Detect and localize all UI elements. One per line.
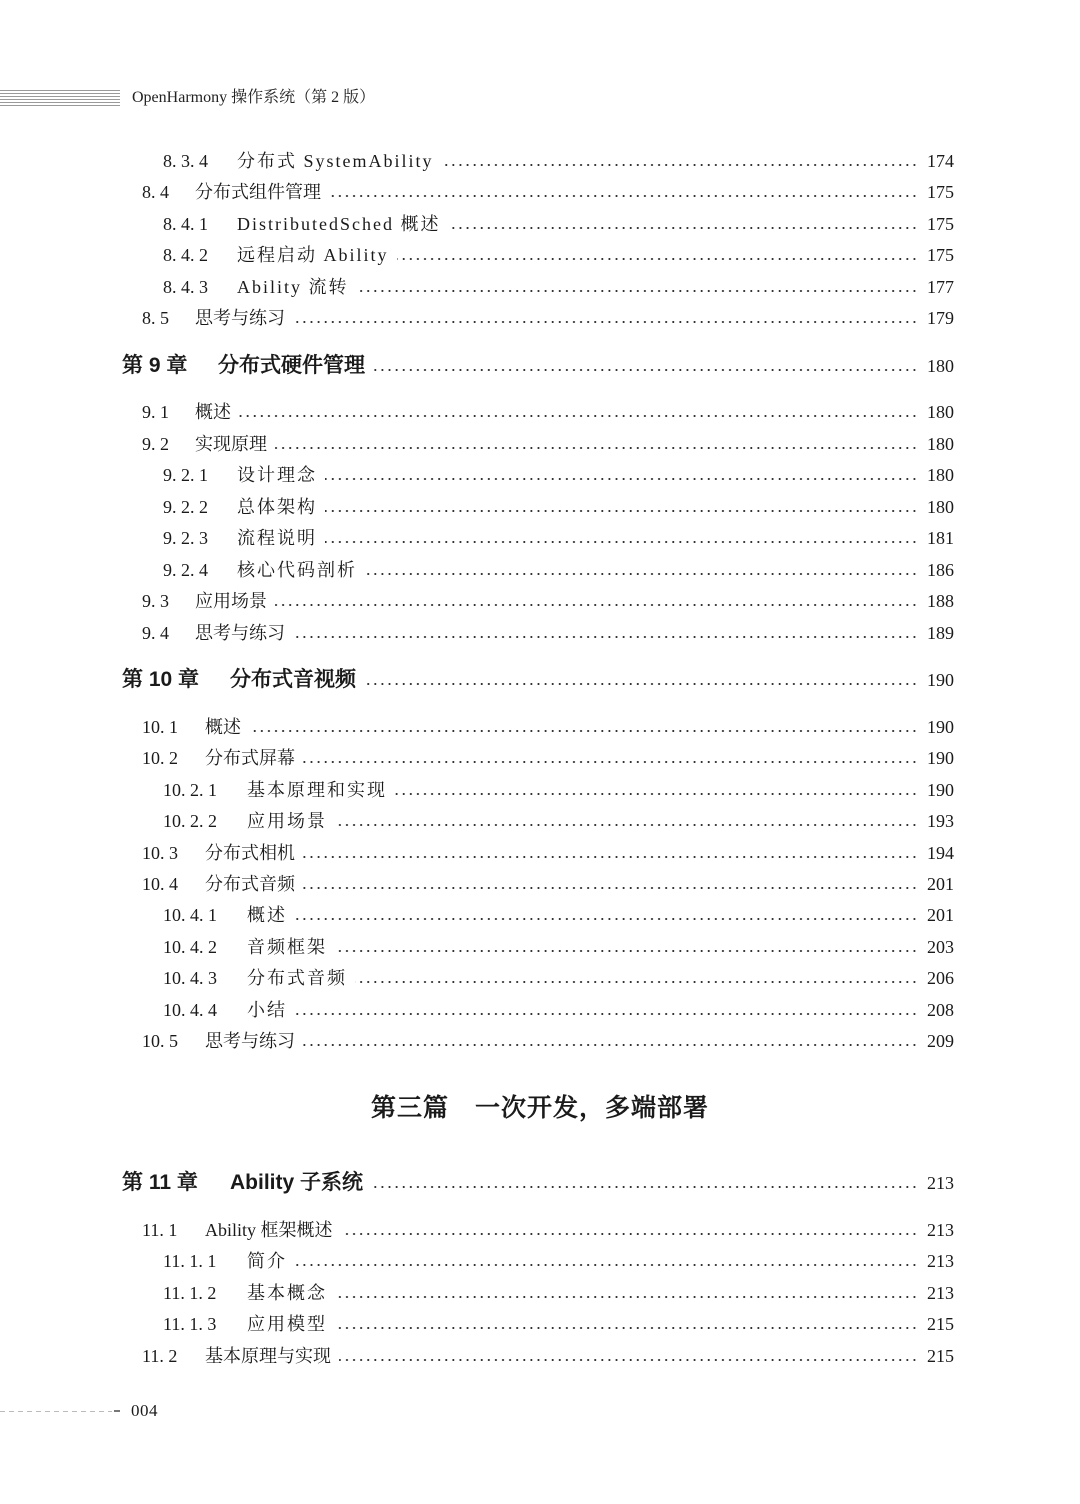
toc-entry-number: 10. 1 (142, 717, 178, 737)
page-footer (0, 1398, 300, 1426)
dot-leader (303, 743, 918, 773)
toc-entry[interactable] (0, 240, 1080, 270)
dot-leader (295, 1246, 918, 1276)
toc-entry-title: 分布式音频 (205, 869, 301, 899)
toc-entry[interactable] (0, 932, 1080, 962)
toc-entry-page: 203 (927, 937, 954, 957)
dot-leader (239, 397, 918, 427)
toc-entry-number: 第 10 章 (122, 668, 200, 691)
toc-entry-title: 总体架构 (237, 492, 323, 522)
toc-entry-title: 思考与练习 (195, 303, 291, 333)
toc-entry-number: 10. 2. 2 (163, 811, 217, 831)
dot-leader (448, 209, 918, 239)
toc-entry-title: 思考与练习 (205, 1026, 301, 1056)
toc-entry[interactable] (0, 900, 1080, 930)
dot-leader (303, 869, 918, 899)
dot-leader (373, 349, 918, 383)
toc-entry-number: 第 11 章 (122, 1171, 198, 1194)
toc-entry[interactable] (0, 712, 1080, 742)
toc-entry-page: 194 (927, 843, 954, 863)
toc-entry[interactable] (0, 1309, 1080, 1339)
dot-leader (275, 429, 918, 459)
toc-entry-number: 8. 4 (142, 182, 169, 202)
toc-entry-title: 远程启动 Ability (237, 240, 395, 270)
toc-entry-number: 8. 4. 3 (163, 277, 208, 297)
toc-entry[interactable] (0, 806, 1080, 836)
toc-entry-number: 10. 4. 2 (163, 937, 217, 957)
toc-entry[interactable] (0, 397, 1080, 427)
toc-chapter-entry[interactable] (0, 349, 1080, 383)
toc-entry-page: 190 (927, 748, 954, 768)
dot-leader (355, 963, 918, 993)
toc-entry-page: 186 (927, 560, 954, 580)
toc-entry-number: 11. 1 (142, 1220, 178, 1240)
toc-entry-page: 213 (927, 1220, 954, 1240)
toc-entry-page: 174 (927, 151, 954, 171)
dot-leader (335, 1309, 918, 1339)
toc-entry-number: 9. 2. 4 (163, 560, 208, 580)
toc-entry-number: 10. 4. 1 (163, 905, 217, 925)
toc-entry[interactable] (0, 146, 1080, 176)
toc-entry-number: 9. 4 (142, 623, 169, 643)
dot-leader (335, 1278, 918, 1308)
dot-leader (325, 492, 918, 522)
toc-entry-title: Ability 框架概述 (205, 1215, 339, 1245)
dot-leader (364, 663, 918, 697)
toc-entry[interactable] (0, 618, 1080, 648)
dot-leader (341, 1215, 918, 1245)
toc-entry-title: 分布式硬件管理 (218, 349, 371, 383)
toc-entry-page: 177 (927, 277, 954, 297)
dot-leader (275, 586, 918, 616)
toc-entry-title: 基本原理和实现 (247, 775, 393, 805)
dot-leader (371, 1166, 918, 1200)
toc-entry-page: 209 (927, 1031, 954, 1051)
toc-entry-number: 10. 2. 1 (163, 780, 217, 800)
toc-entry[interactable] (0, 1246, 1080, 1276)
toc-entry-page: 206 (927, 968, 954, 988)
toc-entry-number: 10. 2 (142, 748, 178, 768)
toc-entry-page: 213 (927, 1251, 954, 1271)
toc-entry-title: 概述 (195, 397, 237, 427)
toc-entry-page: 180 (927, 402, 954, 422)
dot-leader (249, 712, 918, 742)
toc-entry-page: 213 (927, 1283, 954, 1303)
toc-entry-page: 181 (927, 528, 954, 548)
toc-entry-title: 思考与练习 (195, 618, 291, 648)
toc-entry-title: 小结 (247, 995, 293, 1025)
toc-entry-page: 180 (927, 465, 954, 485)
dot-leader (293, 618, 918, 648)
toc-entry-page: 190 (927, 780, 954, 800)
toc-entry-title: 分布式音频 (247, 963, 353, 993)
toc-entry-number: 10. 4. 4 (163, 1000, 217, 1020)
toc-entry-number: 11. 2 (142, 1346, 178, 1366)
toc-entry-page: 175 (927, 182, 954, 202)
running-header (0, 84, 600, 114)
toc-entry-number: 10. 4 (142, 874, 178, 894)
toc-entry-number: 8. 4. 2 (163, 245, 208, 265)
dot-leader (339, 1341, 918, 1371)
toc-entry-page: 208 (927, 1000, 954, 1020)
toc-entry-number: 9. 2. 2 (163, 497, 208, 517)
toc-entry-number: 9. 3 (142, 591, 169, 611)
toc-entry-page: 201 (927, 874, 954, 894)
toc-entry[interactable] (0, 429, 1080, 459)
toc-entry-title: 实现原理 (195, 429, 273, 459)
toc-entry-page: 215 (927, 1314, 954, 1334)
toc-entry-number: 9. 1 (142, 402, 169, 422)
toc-entry[interactable] (0, 838, 1080, 868)
toc-entry-title: Ability 流转 (237, 272, 355, 302)
dot-leader (295, 995, 918, 1025)
dot-leader (365, 555, 918, 585)
toc-entry-number: 9. 2. 3 (163, 528, 208, 548)
toc-entry[interactable] (0, 1278, 1080, 1308)
toc-entry-page: 180 (927, 434, 954, 454)
dot-leader (397, 240, 918, 270)
toc-entry-title: 分布式相机 (205, 838, 301, 868)
toc-entry-title: DistributedSched 概述 (237, 209, 446, 239)
toc-entry[interactable] (0, 272, 1080, 302)
toc-entry-title: 设计理念 (237, 460, 323, 490)
toc-entry-number: 8. 4. 1 (163, 214, 208, 234)
dot-leader (293, 303, 918, 333)
toc-entry-number: 10. 5 (142, 1031, 178, 1051)
dot-leader (335, 932, 918, 962)
toc-entry[interactable] (0, 743, 1080, 773)
toc-entry-title: 流程说明 (237, 523, 323, 553)
toc-entry-page: 175 (927, 214, 954, 234)
toc-entry-title: 分布式 SystemAbility (237, 146, 440, 176)
dot-leader (303, 838, 918, 868)
toc-entry[interactable] (0, 523, 1080, 553)
toc-entry-number: 11. 1. 3 (163, 1314, 217, 1334)
toc-entry[interactable] (0, 586, 1080, 616)
toc-entry-page: 189 (927, 623, 954, 643)
toc-entry-page: 190 (927, 717, 954, 737)
toc-entry[interactable] (0, 209, 1080, 239)
toc-entry-page: 175 (927, 245, 954, 265)
toc-entry-page: 193 (927, 811, 954, 831)
footer-rule-mark (114, 1410, 120, 1412)
toc-entry-title: 概述 (205, 712, 247, 742)
dot-leader (335, 806, 918, 836)
toc-entry-number: 11. 1. 2 (163, 1283, 217, 1303)
toc-entry-title: 简介 (247, 1246, 293, 1276)
toc-entry[interactable] (0, 1341, 1080, 1371)
dot-leader (325, 523, 918, 553)
toc-entry-number: 10. 3 (142, 843, 178, 863)
toc-entry[interactable] (0, 492, 1080, 522)
toc-entry[interactable] (0, 1026, 1080, 1056)
toc-entry[interactable] (0, 460, 1080, 490)
toc-entry-title: Ability 子系统 (230, 1166, 369, 1200)
toc-entry-title: 概述 (247, 900, 293, 930)
toc-entry-page: 180 (927, 497, 954, 517)
toc-entry[interactable] (0, 1215, 1080, 1245)
toc-entry-title: 音频框架 (247, 932, 333, 962)
toc-entry-number: 9. 2. 1 (163, 465, 208, 485)
book-title: OpenHarmony 操作系统（第 2 版） (132, 89, 376, 106)
toc-entry-title: 分布式屏幕 (205, 743, 301, 773)
toc-entry-number: 8. 3. 4 (163, 151, 208, 171)
toc-entry-page: 180 (927, 356, 954, 376)
toc-entry-title: 应用场景 (247, 806, 333, 836)
toc-entry-title: 应用场景 (195, 586, 273, 616)
dot-leader (395, 775, 918, 805)
toc-entry[interactable] (0, 775, 1080, 805)
header-rule-lines (0, 90, 120, 106)
toc-entry-page: 179 (927, 308, 954, 328)
page-number: 004 (131, 1401, 158, 1420)
part-heading: 第三篇 一次开发，多端部署 (370, 1093, 709, 1122)
dot-leader (303, 1026, 918, 1056)
toc-chapter-entry[interactable] (0, 663, 1080, 697)
toc-entry-page: 188 (927, 591, 954, 611)
toc-entry-number: 9. 2 (142, 434, 169, 454)
toc-entry-page: 213 (927, 1173, 954, 1193)
toc-entry-number: 10. 4. 3 (163, 968, 217, 988)
toc-entry-title: 基本概念 (247, 1278, 333, 1308)
toc-entry-title: 基本原理与实现 (205, 1341, 337, 1371)
toc-entry[interactable] (0, 995, 1080, 1025)
toc-entry[interactable] (0, 963, 1080, 993)
toc-entry[interactable] (0, 303, 1080, 333)
toc-entry-page: 215 (927, 1346, 954, 1366)
toc-entry[interactable] (0, 555, 1080, 585)
toc-entry-page: 190 (927, 670, 954, 690)
toc-entry-title: 分布式组件管理 (195, 177, 327, 207)
toc-chapter-entry[interactable] (0, 1166, 1080, 1200)
footer-dashed-rule (0, 1411, 112, 1412)
toc-entry-number: 8. 5 (142, 308, 169, 328)
dot-leader (329, 177, 918, 207)
toc-entry-title: 应用模型 (247, 1309, 333, 1339)
dot-leader (442, 146, 918, 176)
toc-entry[interactable] (0, 869, 1080, 899)
dot-leader (325, 460, 918, 490)
toc-entry-page: 201 (927, 905, 954, 925)
toc-entry-number: 11. 1. 1 (163, 1251, 217, 1271)
dot-leader (295, 900, 918, 930)
toc-entry-title: 分布式音视频 (230, 663, 362, 697)
toc-entry-title: 核心代码剖析 (237, 555, 363, 585)
toc-entry-number: 第 9 章 (122, 354, 188, 377)
toc-entry[interactable] (0, 177, 1080, 207)
dot-leader (357, 272, 918, 302)
